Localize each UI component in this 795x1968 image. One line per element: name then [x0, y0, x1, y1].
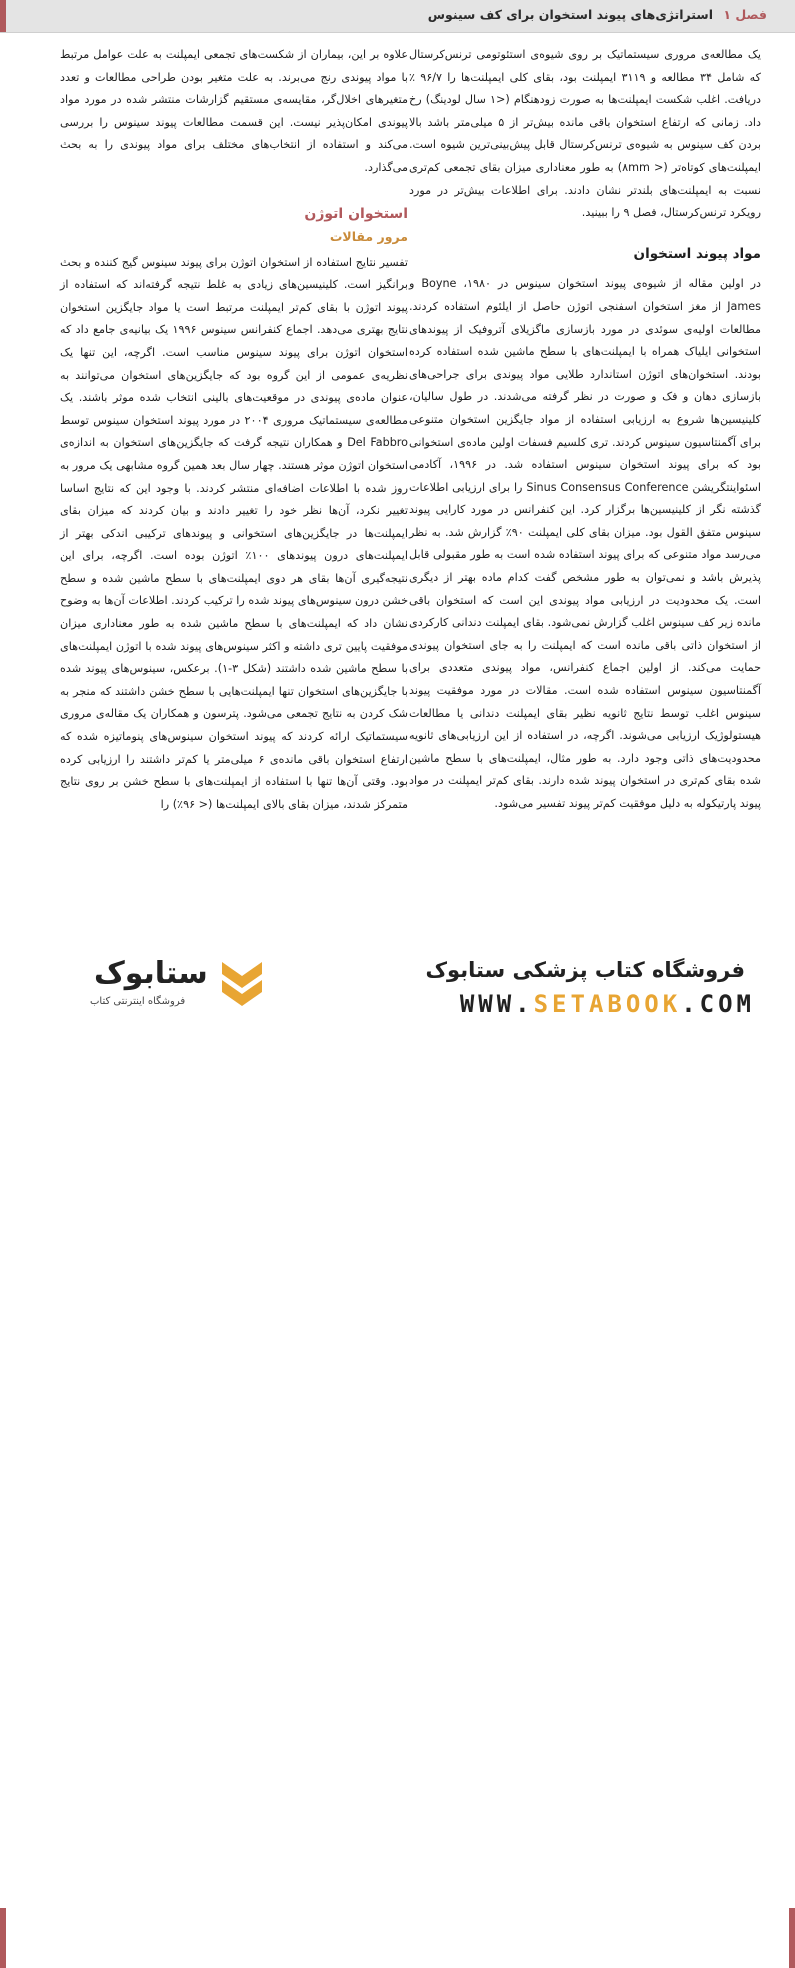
url-prefix: WWW.: [459, 990, 534, 1018]
publisher-footer: [0, 948, 795, 1024]
header-text: [428, 7, 767, 22]
right-edge-accent: [789, 1908, 795, 1968]
section-heading-graft-materials: مواد پیوند استخوان: [633, 245, 761, 262]
right-body-paragraph: در اولین مقاله از شیوه‌ی پیوند استخوان سینوس در ۱۹۸۰، Boyne و James از مغز استخوان اسفنجی اتوژن حاصل از ایلئوم استفاده کردند. مطالعات اولیه‌ی سوئدی در مورد بازسازی ماگزیلای آتروفیک از پیوندهای استخوانی ایلیاک همراه با ایمپلنت‌های با سطح ماشین شده استفاده کرده بودند. استخوان‌های اتوژن استاندارد طلایی مواد پیوندی برای جراحی‌های بازسازی دهان و فک و صورت در نظر گرفته می‌شدند. در طول سالیان، کلینیسین‌ها شروع به ارزیابی استفاده از مواد جایگزین استخوان متنوعی برای آگمنتاسیون سینوس کردند. تری کلسیم فسفات اولین ماده‌ی استخوانی بود که برای پیوند استخوان سینوس استفاده شد. در ۱۹۹۶، آکادمی اسئواینتگریشن Sinus Consensus Conference را برای ارزیابی اطلاعات گذشته نگر از کلینیسین‌ها برگزار کرد. این کنفرانس در مورد کارایی پیوند سینوس متفق القول بود. میزان بقای کلی ایمپلنت ۹۰٪ گزارش شد. به نظر می‌رسد مواد متنوعی که برای پیوند استفاده شده است به طور مقبولی قابل پذیرش باشد و نمی‌توان به طور مشخص گفت کدام ماده بهتر از دیگری است. یک محدودیت در ارزیابی مواد پیوندی این است که استخوان باقی مانده زیر کف سینوس اغلب گزارش نمی‌شود. بقای ایمپلنت دندانی کارکردی از استخوان ذاتی باقی مانده است که ایمپلنت را به جای استخوان پیوندی حمایت می‌کند. از اولین اجماع کنفرانس، مواد پیوندی متعددی برای آگمنتاسیون سینوس استفاده شده است. مقالات در مورد موفقیت پیوند سینوس اغلب توسط نتایج ثانویه نظیر بقای ایمپلنت دندانی یا مطالعات هیستولوژیک ارزیابی می‌شوند. اگرچه، در استفاده از این ارزیابی‌های ثانویه محدودیت‌های ذاتی وجود دارد. به طور مثال، ایمپلنت‌های با سطح ماشین شده بقای کم‌تری در استخوان پیوند شده دارند. بقای کم‌تر ایمپلنت در مواد پیوند پارتیکوله به دلیل موفقیت کم‌تر پیوند تفسیر می‌شود.: [409, 277, 761, 810]
right-column: [409, 44, 761, 816]
running-header: [0, 0, 795, 33]
left-body-paragraph: تفسیر نتایج استفاده از استخوان اتوژن برای پیوند سینوس گیج کننده و بحث برانگیز است. کلینیسین‌های زیادی به غلط نتیجه گرفته‌اند که استفاده از پیوند اتوژن با بقای کم‌تر ایمپلنت مرتبط است یا مواد جایگزین استخوان نتایج بهتری می‌دهد. اجماع کنفرانس سینوس ۱۹۹۶ یک بیانیه‌ی جامع داد که استخوان اتوژن برای پیوند سینوس مناسب است. اگرچه، این تنها یک نظریه‌ی عمومی از این گروه بود که جایگزین‌های استخوان می‌توانند به عنوان ماده‌ی پیوندی در موقعیت‌های بالینی انتخاب شده موثر باشند. یک مطالعه‌ی سیستماتیک مروری ۲۰۰۴ در مورد پیوند استخوان سینوس توسط Del Fabbro و همکاران نتیجه گرفت که جایگزین‌های استخوان به اندازه‌ی استخوان اتوژن موثر هستند. چهار سال بعد همین گروه مشابهی یک مرور به روز شده با اطلاعات اضافه‌ای منتشر کردند. با وجود این که نتایج اساسا تغییر نکرد، آن‌ها نظر خود را تغییر دادند و بیان کردند که میزان بقای ایمپلنت‌ها در جایگزین‌های استخوانی و پیوندهای ترکیبی اندکی بهتر از ایمپلنت‌های درون پیوندهای ۱۰۰٪ اتوژن بوده است. اگرچه، برای این نتیجه‌گیری آن‌ها بقای هر دوی ایمپلنت‌های با سطح ماشین شده و سطح خشن درون سینوس‌های پیوند شده را ترکیب کردند. اطلاعات آن‌ها به وضوح نشان داد که ایمپلنت‌های با سطح ماشین شده به طور معناداری میزان موفقیت پایین تری داشته و اکثر سینوس‌های پیوند شده با اتوژن ایمپلنت‌های با سطح ماشین شده داشتند (شکل ۳-۱). برعکس، سینوس‌های پیوند شده با جایگزین‌های استخوان تنها ایمپلنت‌هایی با سطح خشن داشتند که منجر به شک کردن به نتایج تجمعی می‌شود. پترسون و همکاران یک مقاله‌ی مروری سیستماتیک ارائه کردند که پیوند استخوان سینوس‌های پنوماتیزه شده که ارتفاع استخوان باقی مانده‌ی ۶ میلی‌متر یا کم‌تر داشتند را ارزیابی کرده بود. وقتی آن‌ها تنها با استفاده از ایمپلنت‌های با سطح خشن بر روی نتایج متمرکز شدند، میزان بقای بالای ایمپلنت‌ها (< ۹۶٪) را: [60, 255, 409, 811]
subheading-literature-review: مرور مقالات: [329, 228, 408, 244]
right-intro-paragraph: یک مطالعه‌ی مروری سیستماتیک بر روی شیوه‌ی استئوتومی ترنس‌کرستال که شامل ۳۴ مطالعه و ۳۱۱۹ ایمپلنت بود، بقای کلی ایمپلنت‌ها را ۹۶/۷ ٪ دریافت. اغلب شکست ایمپلنت‌ها به صورت زودهنگام (<۱ سال لودینگ) رخ داد. زمانی که ارتفاع استخوان باقی مانده بیش‌تر از ۵ میلی‌متر باشد بالا بردن کف سینوس به شیوه‌ی ترنس‌کرستال قابل پیش‌بینی‌ترین شیوه است. ایمپلنت‌های کوتاه‌تر (< ۸mm) به طور معناداری میزان بقای تجمعی کم‌تری نسبت به ایمپلنت‌های بلندتر نشان دادند. برای اطلاعات بیش‌تر در مورد رویکرد ترنس‌کرستال، فصل ۹ را ببینید.: [409, 48, 762, 220]
store-name: فروشگاه کتاب پزشکی ستابوک: [425, 958, 745, 982]
chapter-title: استراتژی‌های پیوند استخوان برای کف سینوس: [427, 7, 713, 22]
logo-subtitle: فروشگاه اینترنتی کتاب: [90, 996, 186, 1007]
store-url[interactable]: [460, 990, 755, 1018]
left-intro-paragraph: علاوه بر این، بیماران از شکست‌های تجمعی ایمپلنت به علت عوامل مرتبط با مواد پیوندی رنج می‌برند. به علت متغیر بودن طراحی مطالعات و تعدد متغیرهای اخلال‌گر، مقایسه‌ی مستقیم گزارشات منتشر شده در مورد مواد پیوندی امکان‌پذیر نیست. این قسمت مطالعات پیوند سینوس را بررسی می‌کند و استفاده از انتخاب‌های مختلف برای مواد پیوندی را به بحث می‌گذارد.: [60, 48, 408, 174]
left-column: [60, 44, 408, 816]
header-accent-bar: [0, 0, 6, 32]
chapter-label: فصل ۱: [723, 7, 767, 22]
setabook-logo: [70, 956, 270, 1016]
logo-wordmark: ستابوک: [94, 956, 208, 991]
left-edge-accent: [0, 1908, 6, 1968]
logo-chevron-icon: [218, 958, 266, 1010]
url-brand: SETABOOK: [533, 990, 682, 1018]
section-heading-autogenous-bone: استخوان اتوژن: [304, 205, 408, 222]
url-suffix: .COM: [681, 990, 755, 1018]
